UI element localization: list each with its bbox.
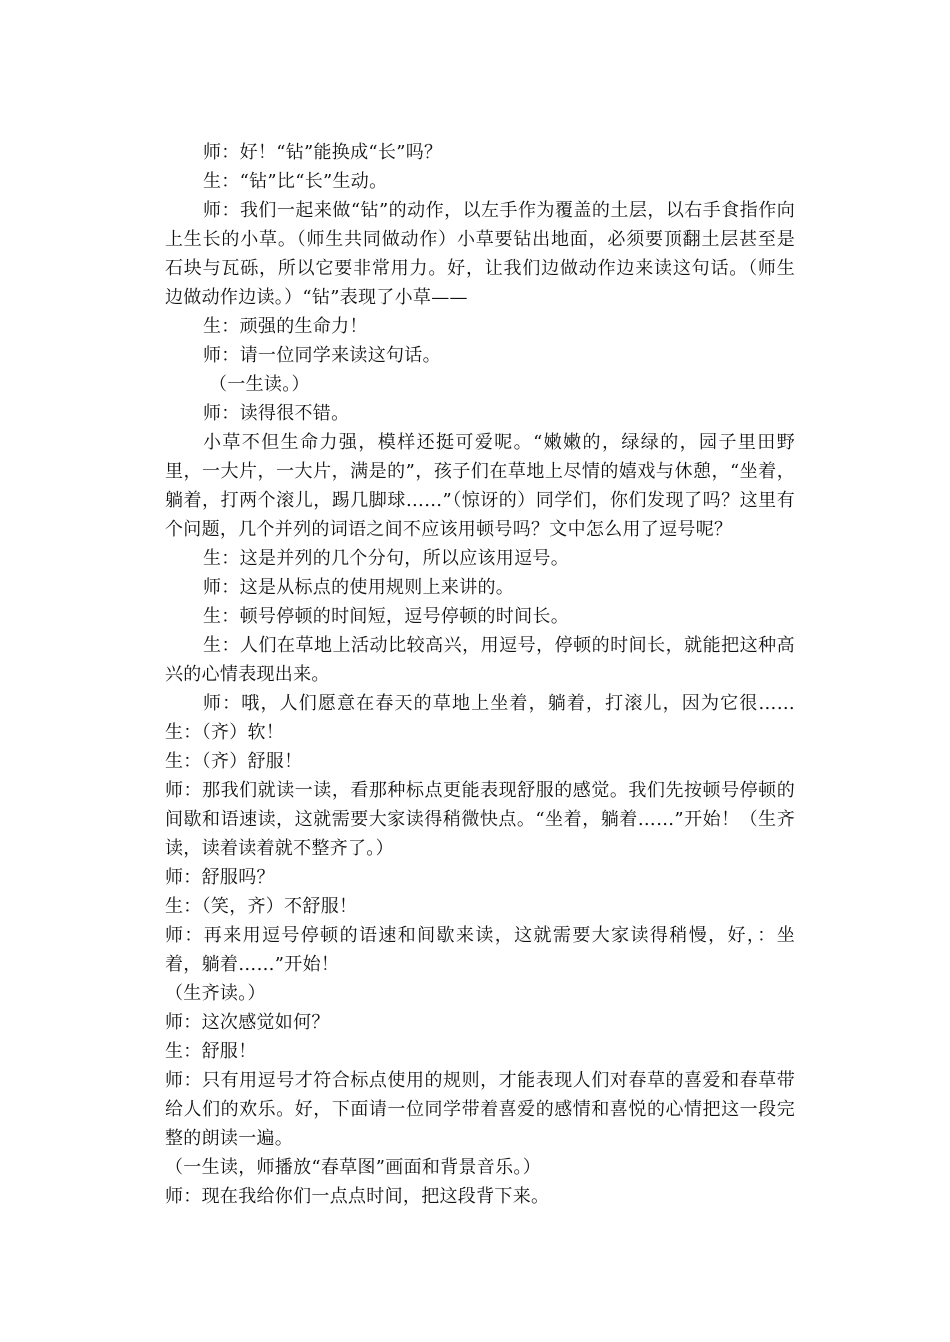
document-body: [165, 138, 795, 1211]
paragraph: 小草不但生命力强，模样还挺可爱呢。“嫩嫩的，绿绿的，园子里田野里，一大片，一大片，满是的”，孩子们在草地上尽情的嬉戏与休憩，“坐着，躺着，打两个滚儿，踢几脚球……”（惊讶的）同学们，你们发现了吗？这里有个问题，几个并列的词语之间不应该用顿号吗？文中怎么用了逗号呢？: [165, 432, 795, 540]
paragraph: 师：舒服吗？: [165, 867, 275, 888]
paragraph: 生：顽强的生命力！: [203, 316, 368, 337]
paragraph: 生：（齐）舒服！: [165, 751, 303, 772]
paragraph: 师：哦，人们愿意在春天的草地上坐着，躺着，打滚儿，因为它很……生：（齐）软！: [165, 693, 795, 743]
paragraph: 师：请一位同学来读这句话。: [203, 345, 441, 366]
paragraph: 师：读得很不错。: [203, 403, 350, 424]
paragraph: 师：这次感觉如何？: [165, 1012, 330, 1033]
paragraph: 生：人们在草地上活动比较高兴，用逗号，停顿的时间长，就能把这种高兴的心情表现出来。: [165, 635, 795, 685]
paragraph: 生：顿号停顿的时间短，逗号停顿的时间长。: [203, 606, 569, 627]
paragraph: （一生读，师播放“春草图”画面和背景音乐。）: [165, 1157, 542, 1178]
paragraph: 师：再来用逗号停顿的语速和间歇来读，这就需要大家读得稍慢，好，：坐着，躺着……”开始！: [165, 925, 795, 975]
paragraph: 师：现在我给你们一点点时间，把这段背下来。: [165, 1186, 550, 1207]
paragraph: 师：只有用逗号才符合标点使用的规则，才能表现人们对春草的喜爱和春草带给人们的欢乐。好，下面请一位同学带着喜爱的感情和喜悦的心情把这一段完整的朗读一遍。: [165, 1070, 795, 1149]
paragraph: 师：好！“钻”能换成“长”吗？: [203, 142, 443, 163]
paragraph: 师：那我们就读一读，看那种标点更能表现舒服的感觉。我们先按顿号停顿的间歇和语速读，这就需要大家读得稍微快点。“坐着，躺着……”开始！（生齐读，读着读着就不整齐了。）: [165, 780, 795, 859]
paragraph: （一生读。）: [209, 374, 310, 395]
paragraph: 生：（笑，齐）不舒服！: [165, 896, 358, 917]
paragraph: 师：我们一起来做“钻”的动作，以左手作为覆盖的土层，以右手食指作向上生长的小草。（师生共同做动作）小草要钻出地面，必须要顶翻土层甚至是石块与瓦砾，所以它要非常用力。好，让我们边做动作边来读这句话。（师生边做动作边读。）“钻”表现了小草——: [165, 200, 795, 308]
paragraph: 生：舒服！: [165, 1041, 257, 1062]
paragraph: （生齐读。）: [165, 983, 266, 1004]
paragraph: 生：“钻”比“长”生动。: [203, 171, 388, 192]
paragraph: 师：这是从标点的使用规则上来讲的。: [203, 577, 515, 598]
paragraph: 生：这是并列的几个分句，所以应该用逗号。: [203, 548, 569, 569]
